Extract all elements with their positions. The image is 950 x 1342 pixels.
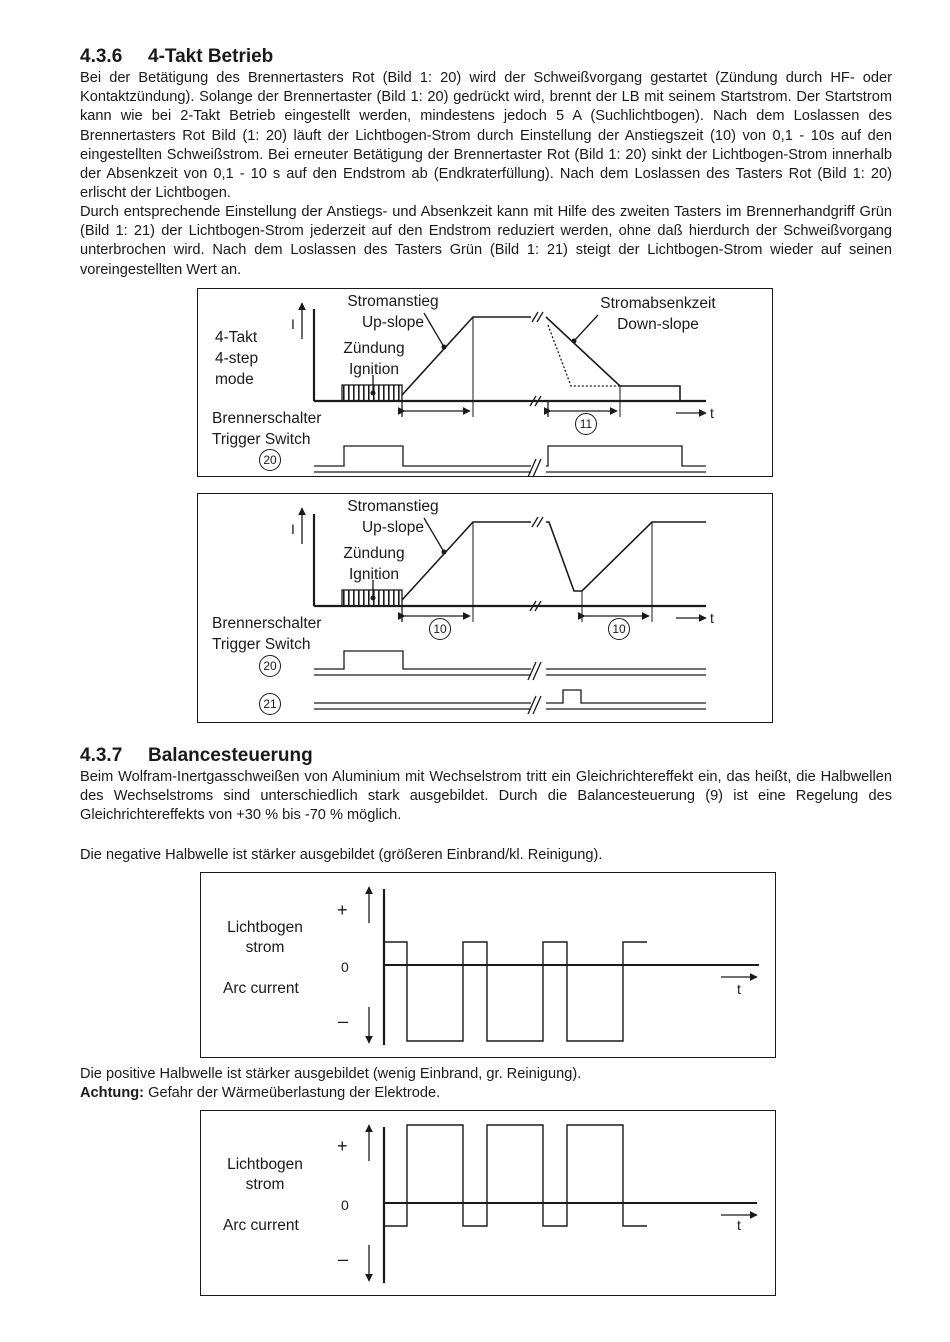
- ignition-label-en: Ignition: [349, 566, 399, 583]
- upslope-ref-circle-2: 10: [608, 618, 630, 640]
- waveform-positive-dominant: [200, 1110, 776, 1296]
- time-axis-label: t: [737, 981, 741, 997]
- paragraph-4-takt-1: Bei der Betätigung des Brennertasters Rot (Bild 1: 20) wird der Schweißvorgang gestartet (Zündung durch HF- oder Kontaktzündung). Solange der Brennertaster (Bild 1: 20) gedrückt wird, brennt der LB mit seinem Startstrom. Der Startstrom kann wie bei 2-Takt Betrieb eingestellt werden, mindestens jedoch 5 A (Suchlichtbogen). Nach dem Loslassen des Brennertasters Rot Bild (1: 20) läuft der Lichtbogen-Strom durch Einstellung der Anstiegszeit (10) von 0,1 - 10s auf den eingestellten Schweißstrom. Bei erneuter Betätigung der Brennertaster Rot (Bild 1: 20) sinkt der Lichtbogen-Strom innerhalb der Absenkzeit von 0,1 - 10 s auf den Endstrom ab (Endkraterfüllung). Nach dem Loslassen des Tasters Rot (Bild 1: 20) erlischt der Lichtbogen.: [80, 70, 892, 202]
- mode-label-de: 4-Takt: [215, 329, 258, 346]
- section-number: 4.3.7: [80, 745, 123, 766]
- paragraph-balance: Beim Wolfram-Inertgasschweißen von Aluminium mit Wechselstrom tritt ein Gleichrichtereffekt ein, das heißt, die Halbwellen des Wechselstroms sind unterschiedlich stark ausgebildet. Durch die Balancesteuerung (9) ist eine Regelung des Gleichrichtereffekts von +30 % bis -70 % möglich.: [80, 769, 892, 824]
- minus-sign: –: [338, 1011, 349, 1031]
- section-title: 4-Takt Betrieb: [148, 46, 274, 67]
- section-title: Balancesteuerung: [148, 745, 313, 766]
- trigger-label-de: Brennerschalter: [212, 410, 322, 427]
- warning-line: [80, 1084, 440, 1103]
- diagram-reduced-current-graphic: [198, 494, 774, 724]
- ignition-label-de: Zündung: [343, 340, 405, 357]
- mode-label-en: 4-step: [215, 350, 259, 367]
- downslope-label-en: Down-slope: [617, 316, 699, 333]
- warning-text: Gefahr der Wärmeüberlastung der Elektrode.: [148, 1085, 441, 1101]
- arc-current-wave: [384, 942, 647, 1041]
- upslope-ref-circle-1: 10: [429, 618, 451, 640]
- arc-current-label-de-1: Lichtbogen: [227, 1156, 303, 1173]
- upslope-label-en: Up-slope: [361, 519, 425, 536]
- upslope-label-de: Stromanstieg: [347, 293, 439, 310]
- plus-sign: +: [337, 900, 348, 920]
- arc-current-label-de-1: Lichtbogen: [227, 919, 303, 936]
- time-axis-label: t: [710, 610, 714, 626]
- diagram-reduced-current-mode: [197, 493, 773, 723]
- minus-sign: –: [338, 1249, 349, 1269]
- arc-current-wave: [384, 1125, 647, 1226]
- zero-label: 0: [341, 959, 349, 975]
- time-axis-label: t: [710, 405, 714, 421]
- trigger-label-en: Trigger Switch: [212, 431, 311, 448]
- trigger-20-signal-line: [314, 651, 531, 669]
- paragraph-4-takt-2: Durch entsprechende Einstellung der Anstiegs- und Absenkzeit kann mit Hilfe des zweiten Tasters im Brennerhandgriff Grün (Bild 1: 21) der Lichtbogen-Strom jederzeit auf den Endstrom reduziert werden, ohne daß hierdurch der Schweißvorgang unterbrochen wird. Nach dem Loslassen des Tasters Grün (Bild 1: 21) steigt der Lichtbogen-Strom wieder auf seinen voreingestellten Wert an.: [80, 204, 892, 278]
- waveform-negative-graphic: [201, 873, 777, 1059]
- mode-label-mode: mode: [215, 371, 254, 388]
- current-axis-label: I: [291, 316, 295, 332]
- negative-halfwave-note: Die negative Halbwelle ist stärker ausgebildet (größeren Einbrand/kl. Reinigung).: [80, 847, 603, 863]
- arc-current-label-de-2: strom: [245, 1176, 285, 1193]
- waveform-positive-graphic: [201, 1111, 777, 1297]
- trigger-label-en: Trigger Switch: [212, 636, 311, 653]
- upslope-label-de: Stromanstieg: [347, 498, 439, 515]
- trigger-label-de: Brennerschalter: [212, 615, 322, 632]
- ignition-label-en: Ignition: [349, 361, 399, 378]
- trigger-signal-line: [314, 446, 531, 466]
- trigger-20-ref-circle: 20: [259, 655, 281, 677]
- trigger-21-ref-circle: 21: [259, 693, 281, 715]
- section-heading-4-3-7: [80, 745, 313, 767]
- arc-current-label-en: Arc current: [223, 1217, 299, 1234]
- plus-sign: +: [337, 1136, 348, 1156]
- current-axis-label: I: [291, 521, 295, 537]
- arc-current-label-de-2: strom: [245, 939, 285, 956]
- warning-label: Achtung:: [80, 1085, 145, 1101]
- ignition-label-de: Zündung: [343, 545, 405, 562]
- downslope-label-de: Stromabsenkzeit: [600, 295, 716, 312]
- time-axis-label: t: [737, 1217, 741, 1233]
- diagram-4-step-mode: [197, 288, 773, 477]
- arc-current-label-en: Arc current: [223, 980, 299, 997]
- section-number: 4.3.6: [80, 46, 123, 67]
- positive-halfwave-note: Die positive Halbwelle ist stärker ausgebildet (wenig Einbrand, gr. Reinigung).: [80, 1066, 582, 1082]
- upslope-label-en: Up-slope: [361, 314, 425, 331]
- waveform-negative-dominant: [200, 872, 776, 1058]
- current-reduce-restore-line: [546, 522, 706, 591]
- zero-label: 0: [341, 1197, 349, 1213]
- downslope-ref-circle: 11: [575, 413, 597, 435]
- trigger-ref-circle: 20: [259, 449, 281, 471]
- section-heading-4-3-6: [80, 46, 273, 68]
